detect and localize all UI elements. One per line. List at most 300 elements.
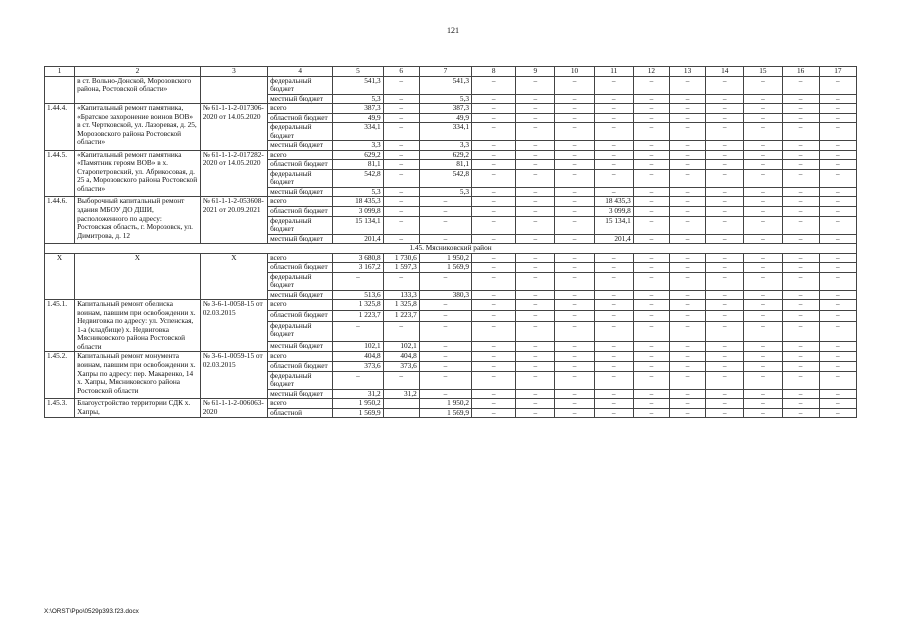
amount-cell: – <box>472 371 516 389</box>
amount-cell: – <box>744 206 782 216</box>
amount-cell: – <box>782 187 819 197</box>
amount-cell: – <box>516 272 555 290</box>
amount-cell: – <box>706 310 744 321</box>
amount-cell: 387,3 <box>333 104 383 114</box>
amount-cell: – <box>419 352 471 362</box>
amount-cell: – <box>516 206 555 216</box>
item-document: № 61-1-1-2-053608-2021 от 20.09.2021 <box>200 197 267 244</box>
amount-cell: – <box>782 253 819 263</box>
amount-cell: – <box>744 76 782 94</box>
amount-cell: 1 950,2 <box>333 399 383 409</box>
amount-cell: – <box>819 104 856 114</box>
amount-cell: – <box>744 310 782 321</box>
amount-cell: – <box>594 389 633 399</box>
amount-cell: 629,2 <box>333 150 383 160</box>
amount-cell: – <box>594 187 633 197</box>
funding-source: областной бюджет <box>268 113 333 123</box>
amount-cell: – <box>819 123 856 141</box>
amount-cell: – <box>555 234 594 244</box>
amount-cell: – <box>782 150 819 160</box>
amount-cell: – <box>819 141 856 151</box>
amount-cell: – <box>594 104 633 114</box>
amount-cell: – <box>472 150 516 160</box>
table-row <box>45 76 857 94</box>
amount-cell: – <box>333 321 383 341</box>
amount-cell: – <box>383 94 419 104</box>
amount-cell: – <box>744 216 782 234</box>
amount-cell: – <box>782 371 819 389</box>
funding-source: федеральный бюджет <box>268 371 333 389</box>
table-row <box>45 352 857 362</box>
funding-source: местный бюджет <box>268 234 333 244</box>
amount-cell: 201,4 <box>333 234 383 244</box>
amount-cell: – <box>633 310 669 321</box>
funding-source: местный бюджет <box>268 341 333 352</box>
amount-cell: – <box>594 160 633 170</box>
amount-cell: – <box>744 187 782 197</box>
amount-cell: – <box>555 399 594 409</box>
table-row <box>45 150 857 160</box>
column-header: 7 <box>419 67 471 77</box>
amount-cell: – <box>633 399 669 409</box>
amount-cell: – <box>669 150 705 160</box>
amount-cell: – <box>555 263 594 273</box>
item-number: 1.44.6. <box>45 197 75 244</box>
amount-cell: – <box>782 141 819 151</box>
table-row <box>45 399 857 409</box>
item-name: Капитальный ремонт монумента воинам, павшим при освобождении х. Хапры по адресу: пер. Макаренко, 14 х. Хапры, Мясниковского района Ростовской области <box>75 352 201 399</box>
amount-cell: 334,1 <box>419 123 471 141</box>
amount-cell: – <box>633 362 669 372</box>
column-header: 15 <box>744 67 782 77</box>
amount-cell: – <box>782 234 819 244</box>
amount-cell: – <box>669 352 705 362</box>
amount-cell: – <box>555 197 594 207</box>
amount-cell: – <box>594 362 633 372</box>
amount-cell: – <box>633 389 669 399</box>
amount-cell: – <box>782 113 819 123</box>
amount-cell: – <box>383 206 419 216</box>
amount-cell: – <box>706 290 744 300</box>
amount-cell: – <box>419 362 471 372</box>
amount-cell: – <box>472 408 516 418</box>
amount-cell: – <box>706 300 744 311</box>
amount-cell: – <box>744 272 782 290</box>
item-name: Благоустройство территории СДК х. Хапры, <box>75 399 201 418</box>
amount-cell: – <box>472 197 516 207</box>
column-header: 12 <box>633 67 669 77</box>
amount-cell: – <box>472 290 516 300</box>
amount-cell: – <box>419 272 471 290</box>
amount-cell: – <box>516 94 555 104</box>
amount-cell: – <box>516 76 555 94</box>
amount-cell: – <box>472 399 516 409</box>
amount-cell: – <box>516 187 555 197</box>
amount-cell: – <box>555 104 594 114</box>
column-header-row <box>45 67 857 77</box>
amount-cell: – <box>594 290 633 300</box>
item-name: Х <box>75 253 201 300</box>
item-document: Х <box>200 253 267 300</box>
amount-cell: 3 167,2 <box>333 263 383 273</box>
amount-cell: – <box>516 150 555 160</box>
table-row <box>45 253 857 263</box>
amount-cell: – <box>706 113 744 123</box>
amount-cell: – <box>594 408 633 418</box>
amount-cell: – <box>782 399 819 409</box>
amount-cell: – <box>419 234 471 244</box>
amount-cell: – <box>383 141 419 151</box>
amount-cell: – <box>633 371 669 389</box>
amount-cell: – <box>555 94 594 104</box>
amount-cell: – <box>555 290 594 300</box>
amount-cell: – <box>594 263 633 273</box>
amount-cell: 201,4 <box>594 234 633 244</box>
amount-cell: – <box>516 341 555 352</box>
amount-cell: 513,6 <box>333 290 383 300</box>
amount-cell: – <box>819 197 856 207</box>
funding-source: всего <box>268 150 333 160</box>
amount-cell: – <box>633 253 669 263</box>
amount-cell: – <box>819 300 856 311</box>
amount-cell: – <box>819 362 856 372</box>
amount-cell: – <box>819 160 856 170</box>
amount-cell: – <box>472 389 516 399</box>
amount-cell: – <box>383 123 419 141</box>
amount-cell: – <box>706 234 744 244</box>
amount-cell: – <box>782 300 819 311</box>
amount-cell: – <box>472 216 516 234</box>
amount-cell: – <box>669 94 705 104</box>
amount-cell: – <box>782 310 819 321</box>
amount-cell: – <box>419 371 471 389</box>
amount-cell: – <box>782 94 819 104</box>
amount-cell: – <box>706 399 744 409</box>
amount-cell: 542,8 <box>419 169 471 187</box>
amount-cell: – <box>516 197 555 207</box>
funding-source: областной бюджет <box>268 160 333 170</box>
item-number: Х <box>45 253 75 300</box>
amount-cell: 1 569,9 <box>419 263 471 273</box>
amount-cell: 15 134,1 <box>333 216 383 234</box>
amount-cell: – <box>633 197 669 207</box>
column-header: 16 <box>782 67 819 77</box>
funding-source: всего <box>268 253 333 263</box>
amount-cell: – <box>516 371 555 389</box>
budget-table <box>44 66 857 418</box>
amount-cell: – <box>516 160 555 170</box>
amount-cell: – <box>782 160 819 170</box>
amount-cell: – <box>633 104 669 114</box>
amount-cell: – <box>555 253 594 263</box>
amount-cell: 1 730,6 <box>383 253 419 263</box>
funding-source: местный бюджет <box>268 389 333 399</box>
amount-cell: – <box>782 76 819 94</box>
amount-cell: – <box>669 389 705 399</box>
amount-cell: 1 325,8 <box>333 300 383 311</box>
funding-source: федеральный бюджет <box>268 321 333 341</box>
item-number <box>45 76 75 104</box>
amount-cell: – <box>706 371 744 389</box>
amount-cell: 373,6 <box>333 362 383 372</box>
amount-cell: – <box>669 341 705 352</box>
amount-cell: – <box>706 104 744 114</box>
amount-cell: – <box>383 187 419 197</box>
column-header: 6 <box>383 67 419 77</box>
amount-cell: – <box>594 141 633 151</box>
amount-cell: – <box>472 187 516 197</box>
amount-cell: – <box>594 94 633 104</box>
amount-cell: – <box>744 141 782 151</box>
amount-cell: – <box>782 408 819 418</box>
item-number: 1.44.4. <box>45 104 75 151</box>
amount-cell: – <box>633 321 669 341</box>
item-document: № 3-6-1-0059-15 от 02.03.2015 <box>200 352 267 399</box>
amount-cell: – <box>633 290 669 300</box>
amount-cell: – <box>669 290 705 300</box>
amount-cell: – <box>516 253 555 263</box>
amount-cell: – <box>472 113 516 123</box>
amount-cell: – <box>706 253 744 263</box>
amount-cell: – <box>706 141 744 151</box>
column-header: 8 <box>472 67 516 77</box>
amount-cell: – <box>669 310 705 321</box>
amount-cell: – <box>744 371 782 389</box>
amount-cell: 49,9 <box>419 113 471 123</box>
amount-cell: – <box>744 263 782 273</box>
amount-cell: – <box>819 341 856 352</box>
amount-cell: 629,2 <box>419 150 471 160</box>
funding-source: всего <box>268 352 333 362</box>
funding-source: областной <box>268 408 333 418</box>
amount-cell: – <box>594 399 633 409</box>
amount-cell: – <box>633 113 669 123</box>
amount-cell: – <box>472 310 516 321</box>
amount-cell: – <box>819 371 856 389</box>
amount-cell: – <box>669 300 705 311</box>
column-header: 3 <box>200 67 267 77</box>
amount-cell: – <box>706 169 744 187</box>
amount-cell: – <box>419 216 471 234</box>
funding-source: федеральный бюджет <box>268 216 333 234</box>
amount-cell: – <box>782 341 819 352</box>
amount-cell: 5,3 <box>419 94 471 104</box>
amount-cell: 334,1 <box>333 123 383 141</box>
amount-cell: – <box>819 310 856 321</box>
amount-cell: 3 099,8 <box>594 206 633 216</box>
amount-cell: – <box>633 341 669 352</box>
amount-cell: – <box>472 76 516 94</box>
amount-cell: – <box>706 94 744 104</box>
amount-cell: – <box>744 104 782 114</box>
amount-cell: – <box>706 160 744 170</box>
item-document <box>200 76 267 104</box>
column-header: 10 <box>555 67 594 77</box>
amount-cell: 387,3 <box>419 104 471 114</box>
item-number: 1.45.1. <box>45 300 75 352</box>
amount-cell: – <box>819 389 856 399</box>
amount-cell: – <box>706 263 744 273</box>
table-row <box>45 300 857 311</box>
amount-cell <box>383 408 419 418</box>
amount-cell: – <box>669 123 705 141</box>
item-number: 1.44.5. <box>45 150 75 197</box>
amount-cell: 1 569,9 <box>333 408 383 418</box>
amount-cell: – <box>472 169 516 187</box>
amount-cell: – <box>594 341 633 352</box>
funding-source: областной бюджет <box>268 310 333 321</box>
amount-cell: 542,8 <box>333 169 383 187</box>
amount-cell: – <box>669 362 705 372</box>
amount-cell: – <box>744 408 782 418</box>
amount-cell: – <box>633 150 669 160</box>
amount-cell: – <box>782 104 819 114</box>
amount-cell: 133,3 <box>383 290 419 300</box>
amount-cell: – <box>633 300 669 311</box>
amount-cell: 81,1 <box>419 160 471 170</box>
amount-cell: – <box>706 150 744 160</box>
amount-cell: – <box>782 321 819 341</box>
amount-cell: – <box>744 197 782 207</box>
amount-cell: – <box>594 272 633 290</box>
amount-cell: – <box>594 253 633 263</box>
amount-cell: – <box>555 113 594 123</box>
amount-cell: 3 099,8 <box>333 206 383 216</box>
item-document: № 61-1-1-2-017306-2020 от 14.05.2020 <box>200 104 267 151</box>
amount-cell: – <box>819 263 856 273</box>
section-row <box>45 244 857 254</box>
funding-source: федеральный бюджет <box>268 76 333 94</box>
amount-cell: – <box>472 341 516 352</box>
amount-cell: – <box>744 94 782 104</box>
amount-cell: – <box>669 234 705 244</box>
amount-cell: – <box>819 169 856 187</box>
amount-cell: – <box>383 197 419 207</box>
amount-cell: – <box>419 310 471 321</box>
item-number: 1.45.3. <box>45 399 75 418</box>
amount-cell: – <box>472 352 516 362</box>
funding-source: всего <box>268 197 333 207</box>
funding-source: федеральный бюджет <box>268 123 333 141</box>
funding-source: местный бюджет <box>268 290 333 300</box>
amount-cell: – <box>383 169 419 187</box>
item-document: № 3-6-1-0058-15 от 02.03.2015 <box>200 300 267 352</box>
amount-cell: 1 950,2 <box>419 399 471 409</box>
amount-cell: – <box>669 272 705 290</box>
amount-cell: 1 223,7 <box>333 310 383 321</box>
amount-cell: – <box>669 169 705 187</box>
amount-cell: – <box>819 206 856 216</box>
funding-source: федеральный бюджет <box>268 272 333 290</box>
amount-cell: 1 950,2 <box>419 253 471 263</box>
amount-cell: – <box>706 216 744 234</box>
column-header: 5 <box>333 67 383 77</box>
amount-cell: – <box>472 104 516 114</box>
amount-cell: 3 680,8 <box>333 253 383 263</box>
table-row <box>45 104 857 114</box>
amount-cell: – <box>669 253 705 263</box>
amount-cell: – <box>383 272 419 290</box>
amount-cell: 3,3 <box>333 141 383 151</box>
amount-cell: – <box>819 113 856 123</box>
amount-cell: 541,3 <box>419 76 471 94</box>
amount-cell: – <box>669 216 705 234</box>
column-header: 4 <box>268 67 333 77</box>
amount-cell: 404,8 <box>333 352 383 362</box>
amount-cell: – <box>706 408 744 418</box>
amount-cell: – <box>419 206 471 216</box>
amount-cell: – <box>594 371 633 389</box>
amount-cell: – <box>669 399 705 409</box>
amount-cell: – <box>516 169 555 187</box>
amount-cell: – <box>669 206 705 216</box>
amount-cell: – <box>594 113 633 123</box>
amount-cell: – <box>594 169 633 187</box>
column-header: 17 <box>819 67 856 77</box>
amount-cell: – <box>516 362 555 372</box>
column-header: 2 <box>75 67 201 77</box>
amount-cell: – <box>744 352 782 362</box>
amount-cell: – <box>516 352 555 362</box>
amount-cell: – <box>594 352 633 362</box>
amount-cell: 5,3 <box>333 187 383 197</box>
amount-cell: – <box>744 234 782 244</box>
funding-source: всего <box>268 104 333 114</box>
amount-cell: – <box>383 113 419 123</box>
amount-cell: – <box>744 290 782 300</box>
amount-cell: – <box>516 389 555 399</box>
amount-cell: 102,1 <box>383 341 419 352</box>
amount-cell: – <box>669 141 705 151</box>
amount-cell: 5,3 <box>419 187 471 197</box>
amount-cell: – <box>819 216 856 234</box>
amount-cell: – <box>706 206 744 216</box>
item-document: № 61-1-1-2-017282-2020 от 14.05.2020 <box>200 150 267 197</box>
section-title: 1.45. Мясниковский район <box>45 244 857 254</box>
amount-cell: – <box>472 272 516 290</box>
amount-cell: – <box>782 169 819 187</box>
amount-cell: – <box>819 272 856 290</box>
amount-cell: – <box>516 321 555 341</box>
amount-cell: – <box>472 160 516 170</box>
amount-cell: – <box>706 362 744 372</box>
amount-cell: – <box>516 113 555 123</box>
column-header: 13 <box>669 67 705 77</box>
amount-cell: – <box>706 341 744 352</box>
amount-cell: – <box>744 253 782 263</box>
amount-cell: – <box>594 310 633 321</box>
item-number: 1.45.2. <box>45 352 75 399</box>
column-header: 9 <box>516 67 555 77</box>
amount-cell: – <box>594 76 633 94</box>
amount-cell: – <box>633 94 669 104</box>
amount-cell: – <box>383 234 419 244</box>
amount-cell: – <box>744 321 782 341</box>
amount-cell: – <box>383 160 419 170</box>
amount-cell: – <box>819 399 856 409</box>
amount-cell: – <box>706 123 744 141</box>
amount-cell: – <box>633 187 669 197</box>
amount-cell: 31,2 <box>333 389 383 399</box>
amount-cell: – <box>383 321 419 341</box>
amount-cell: 3,3 <box>419 141 471 151</box>
amount-cell: – <box>819 408 856 418</box>
amount-cell: – <box>516 290 555 300</box>
amount-cell: – <box>383 104 419 114</box>
amount-cell <box>383 399 419 409</box>
amount-cell: – <box>744 362 782 372</box>
amount-cell: – <box>782 362 819 372</box>
